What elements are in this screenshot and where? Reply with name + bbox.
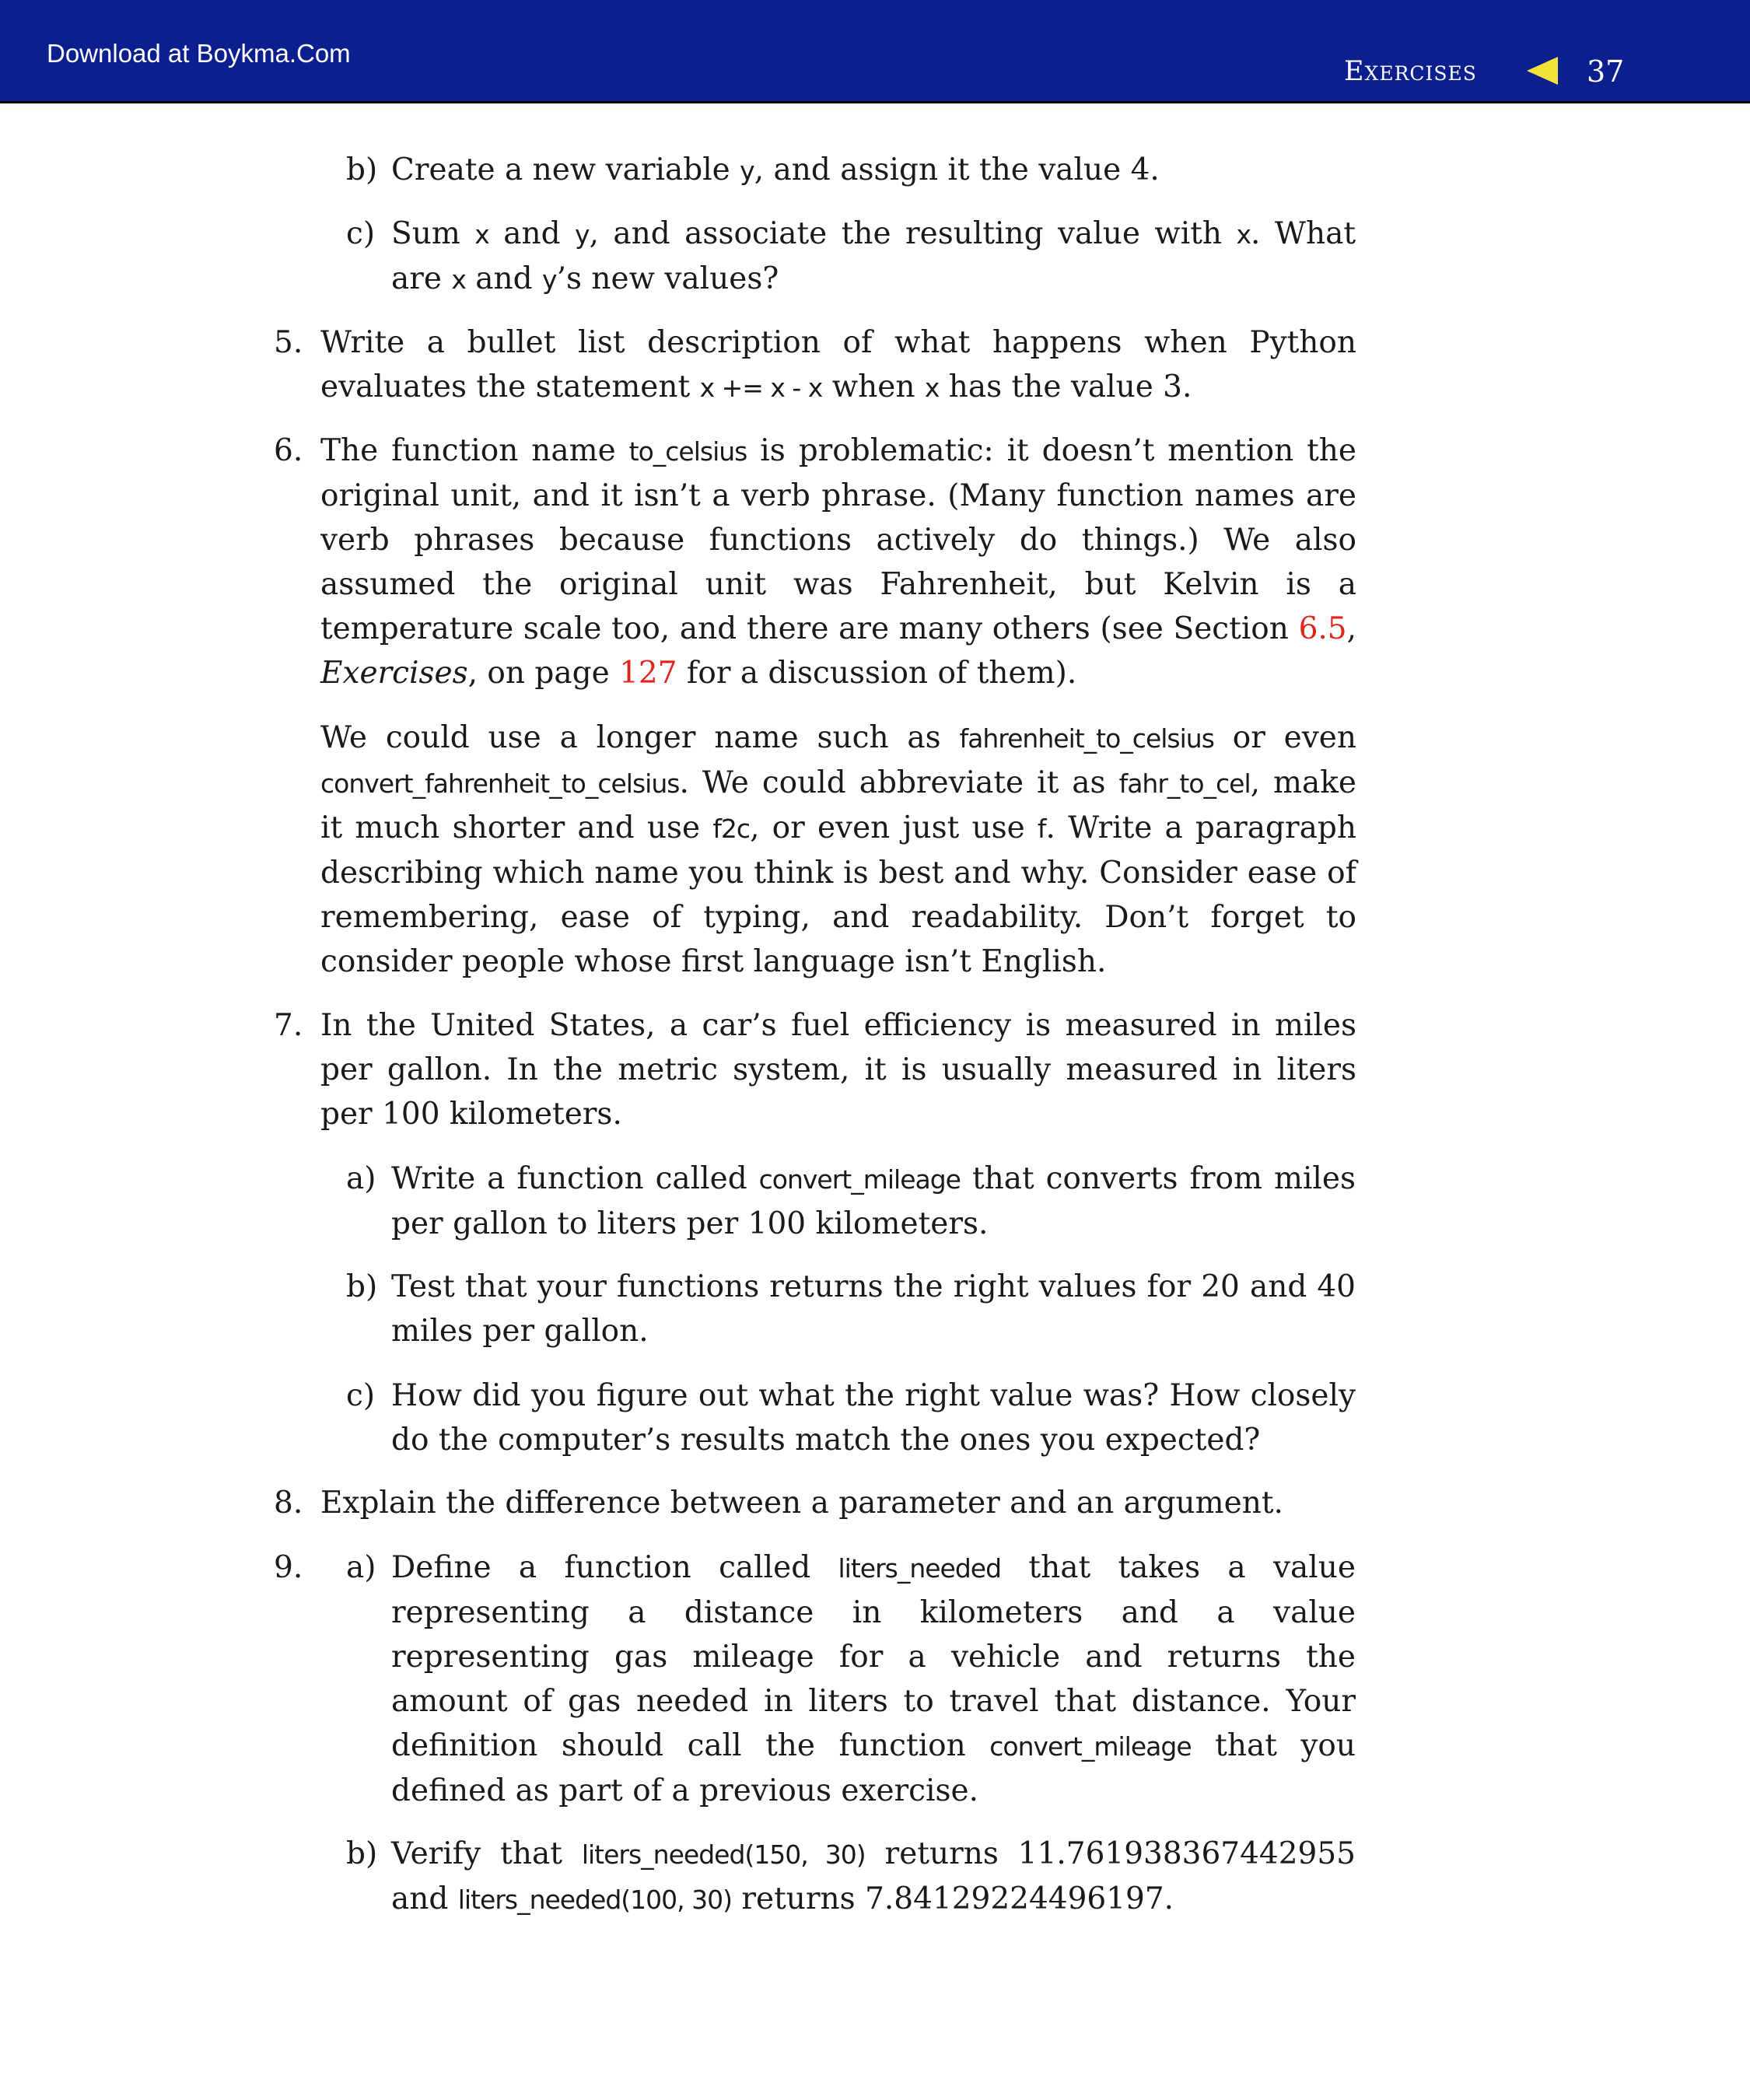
item5-number: 5. bbox=[274, 325, 303, 360]
item9-number: 9. bbox=[274, 1550, 303, 1585]
page-header bbox=[0, 0, 1750, 103]
item4-b-label: b) bbox=[346, 152, 378, 187]
item6-paragraph-2: We could use a longer name such as fahrenheit_to_celsius or even convert_fahrenheit_to_celsius. We could abbreviate it as fahr_to_cel, make it much shorter and use f2c, or even just use f. Write a paragraph describing which name you think is best and why. Consider ease of remembering, ease of typing, and readability. Don’t forget to consider people whose first language isn’t English. bbox=[320, 720, 1357, 979]
item9-a-text: Define a function called liters_needed that takes a value representing a distance in kilometers and a value representing gas mileage for a vehicle and returns the amount of gas needed in liters to travel that distance. Your definition should call the function convert_mileage that you defined as part of a previous exercise. bbox=[391, 1550, 1356, 1808]
item8-number: 8. bbox=[274, 1486, 303, 1521]
watermark-text: Download at Boykma.Com bbox=[47, 39, 351, 68]
item9-b-label: b) bbox=[346, 1836, 378, 1871]
item7-c-label: c) bbox=[346, 1378, 376, 1413]
item9-b-text: Verify that liters_needed(150, 30) returns 11.761938367442955 and liters_needed(100, 30) returns 7.84129224496197. bbox=[391, 1836, 1356, 1916]
running-title: Exercises bbox=[1344, 56, 1477, 87]
page-link[interactable]: 127 bbox=[619, 656, 677, 691]
item7-b-text: Test that your functions returns the right values for 20 and 40 miles per gallon. bbox=[391, 1269, 1356, 1349]
item9-a-label: a) bbox=[346, 1550, 376, 1585]
item7-intro: In the United States, a car’s fuel efficiency is measured in miles per gallon. In the metric system, it is usually measured in liters per 100 kilometers. bbox=[320, 1008, 1356, 1132]
page-number: 37 bbox=[1587, 54, 1625, 89]
item6-paragraph-1: The function name to_celsius is problematic: it doesn’t mention the original unit, and it isn’t a verb phrase. (Many function names are verb phrases because functions actively do things.) We also assumed the original unit was Fahrenheit, but Kelvin is a temperature scale too, and there are many others (see Section 6.5, Exercises, on page 127 for a discussion of them). bbox=[320, 433, 1356, 691]
section-link[interactable]: 6.5 bbox=[1298, 611, 1347, 646]
item5-text: Write a bullet list description of what happens when Python evaluates the statement x += x - x when x has the value 3. bbox=[320, 325, 1356, 404]
item4-c-label: c) bbox=[346, 216, 376, 251]
item8-text: Explain the difference between a parameter and an argument. bbox=[320, 1486, 1283, 1521]
item4-b-text: Create a new variable y, and assign it the value 4. bbox=[391, 152, 1160, 187]
item6-number: 6. bbox=[274, 433, 303, 468]
arrow-left-icon bbox=[1527, 57, 1558, 85]
item7-a-text: Write a function called convert_mileage that converts from miles per gallon to liters per 100 kilometers. bbox=[391, 1161, 1356, 1241]
item4-c-text: Sum x and y, and associate the resulting value with x. What are x and y’s new values? bbox=[391, 216, 1356, 296]
item7-c-text: How did you figure out what the right value was? How closely do the computer’s results match the ones you expected? bbox=[391, 1378, 1356, 1458]
item7-b-label: b) bbox=[346, 1269, 378, 1304]
item7-a-label: a) bbox=[346, 1161, 376, 1196]
item7-number: 7. bbox=[274, 1008, 303, 1043]
